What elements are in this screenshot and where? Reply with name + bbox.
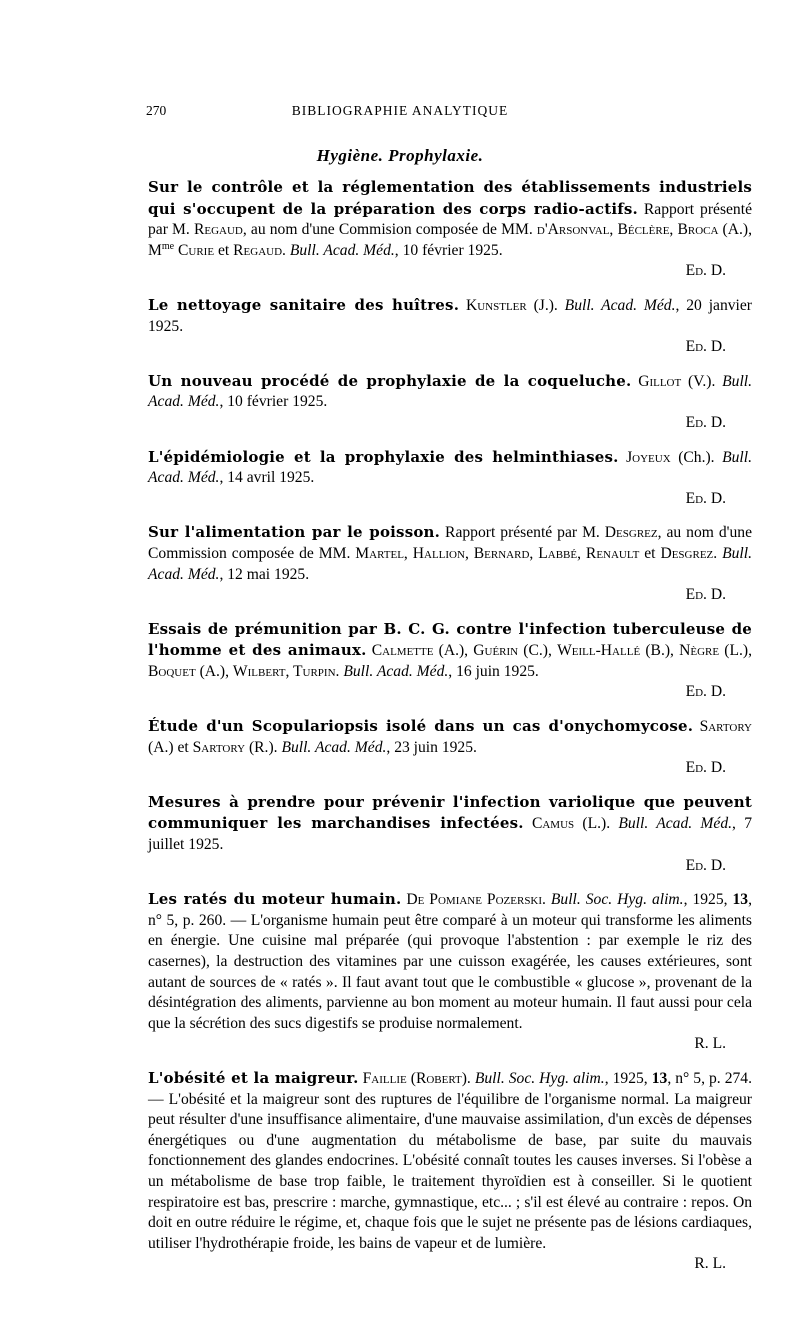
entry-signature: Ed. D. bbox=[685, 683, 726, 701]
entry-title: Mesures à prendre pour prévenir l'infection variolique que peuvent communiquer les marchandises infectées. bbox=[148, 792, 752, 833]
bibliography-entry bbox=[148, 792, 752, 876]
author-name: Desgrez bbox=[604, 524, 658, 542]
author-name: Guérin bbox=[473, 642, 519, 660]
bibliography-entry bbox=[148, 716, 752, 779]
entry-signature: Ed. D. bbox=[685, 262, 726, 280]
entry-text: ( bbox=[406, 1069, 416, 1087]
entry-text: (A.), M bbox=[148, 221, 752, 259]
author-name: Nègre bbox=[679, 642, 720, 660]
entry-title: Le nettoyage sanitaire des huîtres. bbox=[148, 295, 460, 314]
entry-date: , 10 février 1925. bbox=[219, 393, 328, 411]
entry-date: , 7 juillet 1925. bbox=[148, 815, 752, 854]
journal-name: Bull. Acad. Méd. bbox=[148, 372, 753, 411]
bibliography-entry bbox=[148, 889, 752, 1055]
author-name: De Pomiane Pozerski bbox=[406, 891, 543, 909]
running-title: BIBLIOGRAPHIE ANALYTIQUE bbox=[291, 103, 509, 118]
entry-date: , 16 juin 1925. bbox=[448, 662, 539, 680]
journal-name: Bull. Acad. Méd. bbox=[289, 241, 395, 259]
journal-name: Bull. Acad. Méd. bbox=[618, 815, 733, 833]
entry-title: Sur le contrôle et la réglementation des établissements industriels qui s'occupent de la préparation des corps radio-actifs. bbox=[148, 178, 752, 218]
bibliography-entry bbox=[148, 447, 752, 510]
journal-name: Bull. Acad. Méd. bbox=[343, 662, 449, 680]
page-number: 270 bbox=[146, 103, 167, 118]
journal-name: Bull. Acad. Méd. bbox=[281, 738, 387, 756]
entry-signature: Ed. D. bbox=[685, 413, 726, 431]
entry-title: Étude d'un Scopulariopsis isolé dans un cas d'onychomycose. bbox=[148, 717, 694, 736]
author-name: Martel, Hallion, Bernard, Labbé, Renault bbox=[355, 544, 640, 562]
entry-title: Les ratés du moteur humain. bbox=[148, 890, 402, 909]
entry-title: Essais de prémunition par B. C. G. contre l'infection tuberculeuse de l'homme et des animaux. bbox=[148, 619, 752, 660]
bibliography-entry bbox=[148, 295, 752, 358]
entry-text: (A.), bbox=[433, 642, 474, 660]
entry-text: (A.), bbox=[195, 662, 233, 680]
entry-text: . bbox=[282, 241, 290, 259]
entry-text: ). bbox=[461, 1069, 475, 1087]
bibliography-entry bbox=[148, 177, 752, 282]
entry-signature: R. L. bbox=[694, 1035, 726, 1053]
entry-text: . bbox=[542, 891, 551, 909]
bibliography-entry bbox=[148, 1068, 752, 1275]
author-name: Sartory bbox=[699, 718, 752, 736]
entry-date: , 14 avril 1925. bbox=[219, 469, 315, 487]
entry-date: , 12 mai 1925. bbox=[219, 565, 310, 583]
author-name: d'Arsonval, Béclère, Broca bbox=[536, 221, 719, 239]
author-name: Desgrez bbox=[660, 544, 714, 562]
bibliography-entry bbox=[148, 371, 752, 434]
author-name: Boquet bbox=[148, 662, 196, 680]
author-name: Wilbert, Turpin bbox=[232, 662, 336, 680]
author-name: Sartory bbox=[192, 738, 246, 756]
journal-name: Bull. Acad. Méd. bbox=[564, 296, 676, 314]
author-name: Regaud bbox=[193, 221, 243, 239]
entry-signature: Ed. D. bbox=[685, 759, 726, 777]
entry-text: Rapport présenté par M. bbox=[148, 200, 752, 239]
volume-number: 13 bbox=[651, 1069, 668, 1087]
entry-text: , 1925, bbox=[683, 891, 733, 909]
author-name: Camus bbox=[531, 815, 575, 833]
journal-name: Bull. Acad. Méd. bbox=[148, 544, 752, 583]
entry-text: (V.). bbox=[681, 372, 723, 390]
volume-number: 13 bbox=[732, 891, 749, 909]
entry-abstract: , n° 5, p. 260. — L'organisme humain peut être comparé à un moteur qui transforme les aliments en énergie. Une cuisine mal préparée (qui provoque l'abstention : par exemple le riz des casernes), la destruction des vitamines par une cuisson exagérée, les causes extérieures, sont autant de sources de « ratés ». Il faut avant tout que le combustible « glucose », provenant de la désintégration des aliments, parvienne au bon moment au moteur humain. Il faut aussi pour cela que la sécrétion des sucs digestifs se produise normalement. bbox=[148, 891, 752, 1032]
entry-date: , 20 janvier 1925. bbox=[148, 296, 752, 335]
author-name: Curie bbox=[178, 241, 215, 259]
entry-text: (A.) et bbox=[148, 738, 193, 756]
author-name: Faillie bbox=[362, 1069, 407, 1087]
entry-text: , 1925, bbox=[604, 1069, 652, 1087]
entry-text: (R.). bbox=[245, 738, 282, 756]
entry-signature: Ed. D. bbox=[685, 489, 726, 507]
journal-name: Bull. Acad. Méd. bbox=[148, 448, 752, 487]
superscript: me bbox=[161, 240, 175, 252]
entry-title: Sur l'alimentation par le poisson. bbox=[148, 523, 441, 542]
entry-text: , au nom d'une Commission composée de MM. bbox=[148, 524, 752, 562]
entry-title: Un nouveau procédé de prophylaxie de la coqueluche. bbox=[148, 371, 632, 390]
entry-abstract: , n° 5, p. 274. — L'obésité et la maigreur sont des ruptures de l'équilibre de l'organisme normal. La maigreur peut résulter d'une insuffisance alimentaire, d'une mauvaise assimilation, d'un excès de dépenses énergétiques ou d'une augmentation du métabolisme de base, par suite du mauvais fonctionnement des glandes endocrines. L'obésité connaît toutes les causes inverses. Si l'obèse a un métabolisme de base trop faible, le traitement thyroïdien est à conseiller. Si le quotient respiratoire est bas, prescrire : marche, gymnastique, etc... ; s'il est élevé au contraire : repos. On doit en outre réduire le régime, et, chaque fois que le sujet ne présente pas de lésions cardiaques, utiliser l'hydrothérapie froide, les bains de vapeur et de lumière. bbox=[148, 1069, 753, 1252]
entry-text: Rapport présenté par M. bbox=[440, 524, 605, 542]
entry-text: et bbox=[639, 544, 661, 562]
author-name: Weill-Hallé bbox=[557, 642, 641, 660]
author-name: Gillot bbox=[638, 372, 682, 390]
entry-text: (Ch.). bbox=[670, 448, 723, 466]
entry-text: (L.), bbox=[719, 642, 752, 660]
page-header bbox=[0, 103, 800, 123]
entry-text: et bbox=[214, 241, 234, 259]
author-name: Kunstler bbox=[465, 296, 527, 314]
journal-name: Bull. Soc. Hyg. alim. bbox=[474, 1069, 605, 1087]
entry-text: . bbox=[713, 544, 723, 562]
entry-signature: R. L. bbox=[694, 1255, 726, 1273]
entry-signature: Ed. D. bbox=[685, 586, 726, 604]
bibliography-entry bbox=[148, 619, 752, 703]
entry-text: (B.), bbox=[640, 642, 680, 660]
bibliography-entry bbox=[148, 522, 752, 605]
entry-title: L'épidémiologie et la prophylaxie des helminthiases. bbox=[148, 447, 619, 466]
entry-date: , 23 juin 1925. bbox=[386, 738, 477, 756]
entry-text: (C.), bbox=[518, 642, 558, 660]
author-name: Regaud bbox=[233, 241, 283, 259]
author-name: Robert bbox=[415, 1069, 462, 1087]
entry-text: . bbox=[335, 662, 344, 680]
entry-date: , 10 février 1925. bbox=[394, 241, 503, 259]
entry-text: (L.). bbox=[574, 815, 619, 833]
journal-name: Bull. Soc. Hyg. alim. bbox=[550, 891, 684, 909]
author-name: Joyeux bbox=[626, 448, 671, 466]
entry-title: L'obésité et la maigreur. bbox=[148, 1068, 359, 1087]
entry-signature: Ed. D. bbox=[685, 338, 726, 356]
bibliography-body bbox=[148, 177, 752, 1288]
entry-text: (J.). bbox=[526, 296, 565, 314]
entry-signature: Ed. D. bbox=[685, 856, 726, 874]
section-title: Hygiène. Prophylaxie. bbox=[316, 146, 484, 165]
author-name: Calmette bbox=[371, 642, 434, 660]
entry-text: , au nom d'une Commision composée de MM. bbox=[242, 221, 537, 239]
